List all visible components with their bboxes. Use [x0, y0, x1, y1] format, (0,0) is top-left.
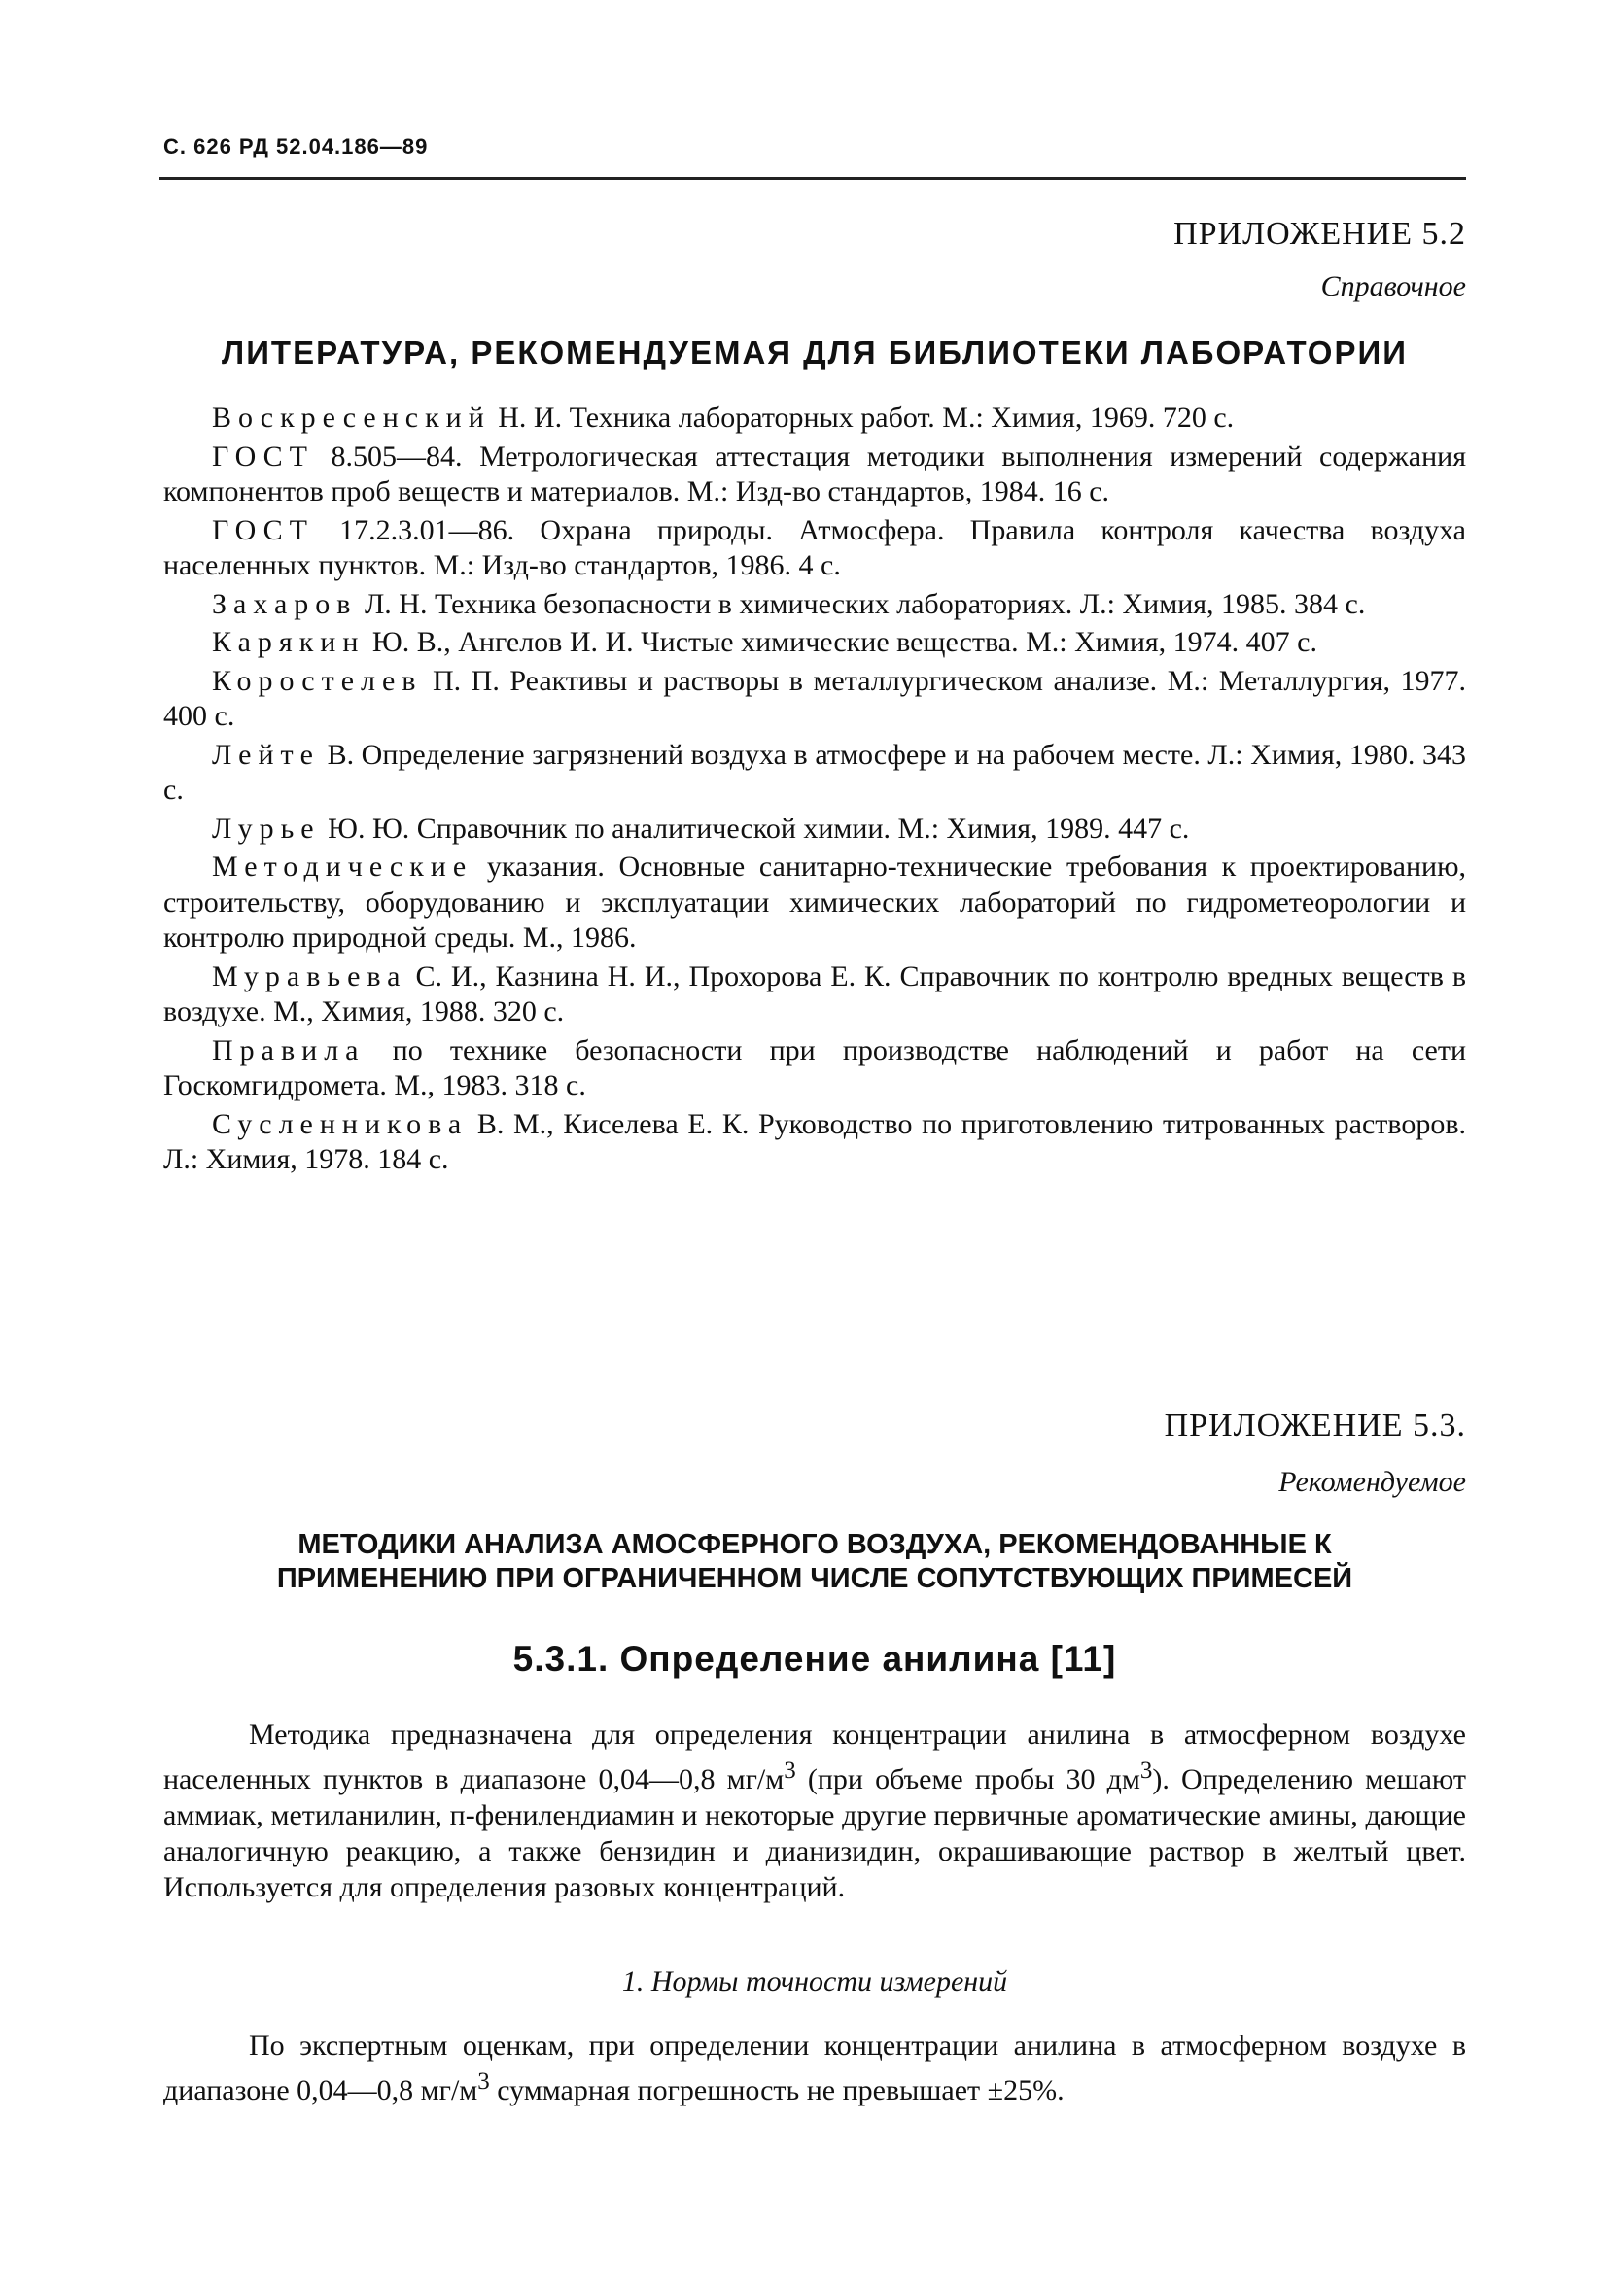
bibliography-text: П. П. Реактивы и растворы в металлургическом анализе. М.: Металлургия, 1977. 400 с.: [163, 664, 1466, 732]
appendix-5-3-type: Рекомендуемое: [1278, 1466, 1466, 1498]
bibliography-entry: [163, 738, 1466, 809]
bibliography-author: Воскресенский: [212, 401, 491, 434]
appendix-5-3-label: ПРИЛОЖЕНИЕ 5.3.: [1164, 1408, 1466, 1444]
bibliography-author: Лейте: [212, 738, 320, 771]
bibliography-text: С. И., Казнина Н. И., Прохорова Е. К. Справочник по контролю вредных веществ в воздухе. М., Химия, 1988. 320 с.: [163, 959, 1466, 1027]
methods-heading-line-2: ПРИМЕНЕНИЮ ПРИ ОГРАНИЧЕННОМ ЧИСЛЕ СОПУТСТВУЮЩИХ ПРИМЕСЕЙ: [276, 1563, 1353, 1594]
bibliography-text: указания. Основные санитарно-технические требования к проектированию, строительству, оборудованию и эксплуатации химических лабораторий по гидрометеорологии и контролю природной среды. М., 1986.: [163, 851, 1467, 954]
running-head: С. 626 РД 52.04.186—89: [163, 134, 429, 158]
bibliography-entry: [163, 1033, 1466, 1104]
bibliography-entry: [163, 513, 1466, 584]
bibliography-text: 8.505—84. Метрологическая аттестация методики выполнения измерений содержания компонентов проб веществ и материалов. М.: Изд-во стандартов, 1984. 16 с.: [163, 439, 1466, 507]
bibliography-author: ГОСТ: [212, 439, 314, 472]
bibliography-entry: [163, 850, 1466, 957]
unit-superscript: 3: [784, 1757, 796, 1784]
norms-paragraph: [163, 2028, 1466, 2108]
bibliography-entry: [163, 400, 1466, 436]
bibliography-entry: [163, 439, 1466, 510]
bibliography-author: Карякин: [212, 626, 366, 658]
bibliography-text: Ю. В., Ангелов И. И. Чистые химические вещества. М.: Химия, 1974. 407 с.: [371, 626, 1317, 658]
bibliography-text: Ю. Ю. Справочник по аналитической химии. М.: Химия, 1989. 447 с.: [328, 812, 1190, 845]
bibliography-entry: [163, 1107, 1466, 1178]
bibliography-text: В. М., Киселева Е. К. Руководство по приготовлению титрованных растворов. Л.: Химия, 1978. 184 с.: [163, 1107, 1466, 1175]
intro-text-b: (при объеме пробы 30 дм: [795, 1763, 1140, 1795]
bibliography-author: Муравьева: [212, 959, 407, 992]
section-title: 5.3.1. Определение анилина [11]: [512, 1639, 1117, 1679]
bibliography-author: Методические: [212, 851, 473, 883]
subsection-title: 1. Нормы точности измерений: [621, 1966, 1008, 1998]
bibliography-entry: [163, 625, 1466, 661]
methods-heading: [163, 1528, 1466, 1596]
bibliography-author: Сусленникова: [212, 1107, 469, 1140]
header-rule: [159, 177, 1466, 180]
bibliography-author: Захаров: [212, 587, 358, 620]
bibliography-entry: [163, 587, 1466, 623]
appendix-5-2-type: Справочное: [1320, 270, 1466, 302]
bibliography-heading: ЛИТЕРАТУРА, РЕКОМЕНДУЕМАЯ ДЛЯ БИБЛИОТЕКИ ЛАБОРАТОРИИ: [222, 334, 1408, 370]
norms-text-a: По экспертным оценкам, при определении концентрации анилина в атмосферном воздухе в диапазоне 0,04—0,8 мг/м: [163, 2030, 1466, 2106]
bibliography-text: В. Определение загрязнений воздуха в атмосфере и на рабочем месте. Л.: Химия, 1980. 343 с.: [163, 738, 1466, 806]
appendix-5-2-label: ПРИЛОЖЕНИЕ 5.2: [1173, 216, 1466, 252]
unit-superscript: 3: [1139, 1757, 1153, 1784]
bibliography-text: Н. И. Техника лабораторных работ. М.: Химия, 1969. 720 с.: [498, 401, 1235, 434]
norms-text-b: суммарная погрешность не превышает ±25%.: [489, 2074, 1065, 2106]
bibliography-text: Л. Н. Техника безопасности в химических лабораториях. Л.: Химия, 1985. 384 с.: [364, 587, 1366, 620]
bibliography-text: по технике безопасности при производстве наблюдений и работ на сети Госкомгидромета. М., 1983. 318 с.: [163, 1033, 1467, 1101]
bibliography-entry: [163, 959, 1466, 1030]
bibliography-list: [163, 400, 1466, 1181]
intro-text-c: ). Определению мешают аммиак, метиланилин, п-фенилендиамин и некоторые другие первичные ароматические амины, дающие аналогичную реакцию, а также бензидин и дианизидин, окрашивающие раствор в желтый цвет. Используется для определения разовых концентраций.: [163, 1763, 1467, 1903]
bibliography-entry: [163, 664, 1466, 735]
bibliography-author: Лурье: [212, 812, 321, 845]
methods-heading-line-1: МЕТОДИКИ АНАЛИЗА АМОСФЕРНОГО ВОЗДУХА, РЕКОМЕНДОВАННЫЕ К: [297, 1529, 1332, 1560]
bibliography-entry: [163, 812, 1466, 848]
bibliography-text: 17.2.3.01—86. Охрана природы. Атмосфера. Правила контроля качества воздуха населенных пунктов. М.: Изд-во стандартов, 1986. 4 с.: [163, 513, 1466, 581]
intro-text-a: Методика предназначена для определения концентрации анилина в атмосферном воздухе населенных пунктов в диапазоне 0,04—0,8 мг/м: [163, 1719, 1466, 1795]
intro-paragraph: [163, 1717, 1466, 1905]
bibliography-author: ГОСТ: [212, 513, 314, 546]
unit-superscript: 3: [477, 2069, 490, 2095]
bibliography-author: Правила: [212, 1033, 366, 1066]
bibliography-author: Коростелев: [212, 664, 423, 697]
